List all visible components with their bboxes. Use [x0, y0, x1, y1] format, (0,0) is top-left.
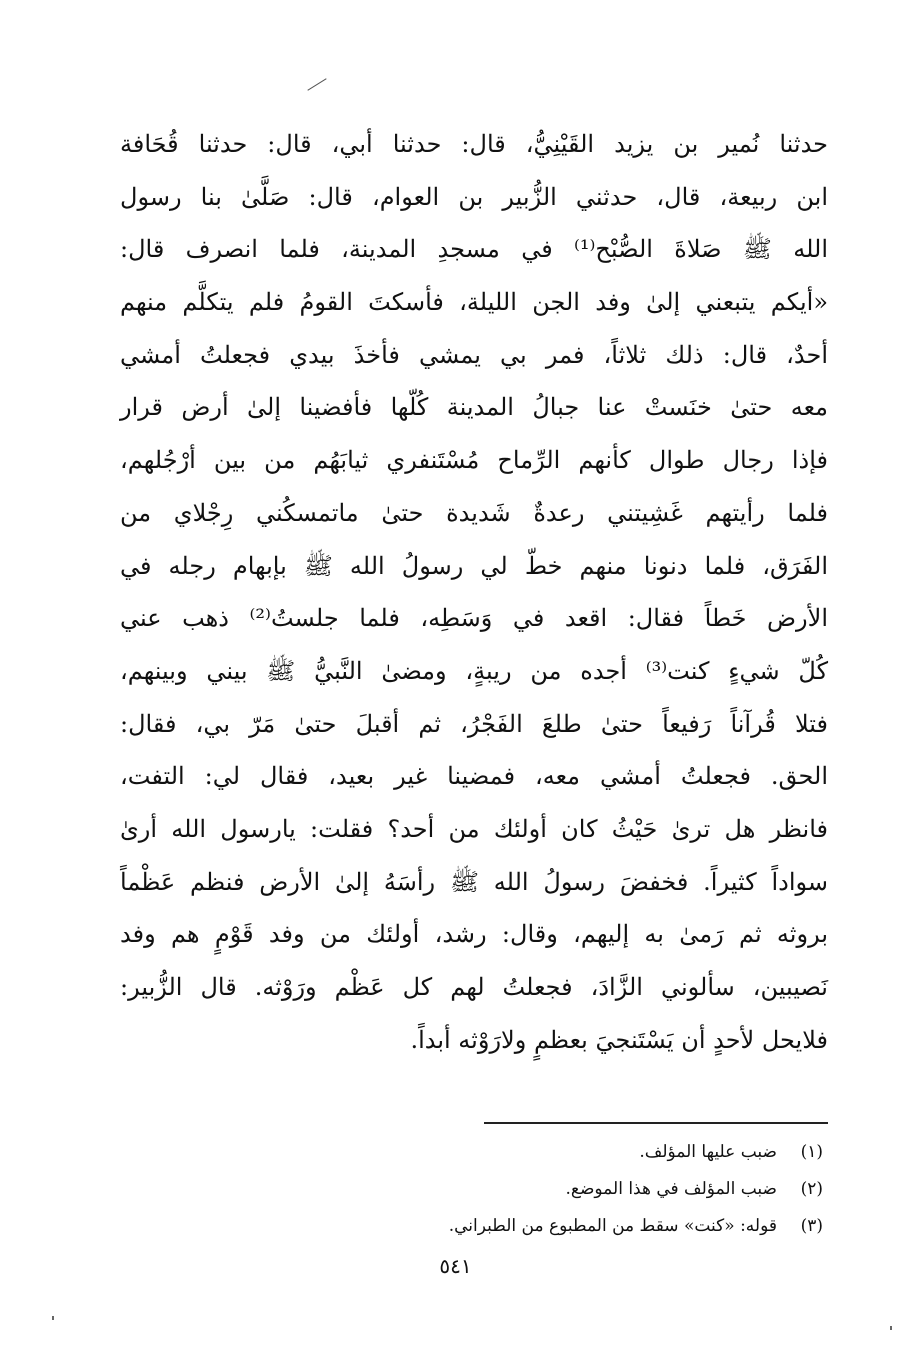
footnote — [123, 1134, 823, 1171]
text-line: ابن ربيعة، قال، حدثني الزُّبير بن العوام، قال: صَلَّىٰ بنا رسول — [120, 182, 828, 211]
text-line: فإذا رجال طوال كأنهم الرِّماح مُسْتَنفري ثيابَهُم من بين أرْجُلهم، — [120, 446, 828, 475]
text-line: سواداً كثيراً. فخفضَ رسولُ الله ﷺ رأسَهُ إلىٰ الأرض فنظم عَظْماً — [120, 867, 828, 896]
scan-speck — [890, 1326, 892, 1330]
page-number: ٥٤١ — [439, 1254, 472, 1278]
scan-speck — [52, 1316, 54, 1320]
footnote-number: (٣) — [800, 1216, 823, 1236]
text-line: أحدٌ، قال: ذلك ثلاثاً، فمر بي يمشي فأخذَ بيدي فجعلتُ أمشي — [120, 340, 828, 369]
footnote-text: قوله: «كنت» سقط من المطبوع من الطبراني. — [448, 1216, 777, 1236]
footnote-text: ضبب المؤلف في هذا الموضع. — [565, 1179, 777, 1199]
text-line: الفَرَق، فلما دنونا منهم خطّ لي رسولُ الله ﷺ بإبهام رجله في — [120, 551, 828, 580]
footnote-separator — [484, 1122, 828, 1124]
text-line: فانظر هل ترىٰ حَيْثُ كان أولئك من أحد؟ فقلت: يارسول الله أرىٰ — [120, 814, 828, 843]
pen-mark — [307, 78, 326, 91]
text-line: كُلّ شيءٍ كنت⁽³⁾ أجده من ريبةٍ، ومضىٰ النَّبيُّ ﷺ بيني وبينهم، — [120, 656, 828, 685]
text-line-last: فلايحل لأحدٍ أن يَسْتَنجيَ بعظمٍ ولارَوْثه أبداً. — [410, 1025, 828, 1054]
text-line: معه حتىٰ خنَستْ عنا جبالُ المدينة كُلّها فأفضينا إلىٰ أرض قرار — [120, 393, 828, 422]
footnote-number: (١) — [800, 1142, 823, 1162]
text-line: الحق. فجعلتُ أمشي معه، فمضينا غير بعيد، فقال لي: التفت، — [120, 762, 828, 791]
text-line: الله ﷺ صَلاةَ الصُّبْح⁽¹⁾ في مسجدِ المدينة، فلما انصرف قال: — [120, 235, 829, 264]
text-line: «أيكم يتبعني إلىٰ وفد الجن الليلة، فأسكتَ القومُ فلم يتكلَّم منهم — [120, 288, 828, 317]
text-line: فلما رأيتهم غَشِيتني رعدةٌ شَديدة حتىٰ ماتمسكُني رِجْلاي من — [120, 498, 828, 527]
text-line: نَصيبين، سألوني الزَّادَ، فجعلتُ لهم كل عَظْم ورَوْثه. قال الزُّبير: — [120, 973, 828, 1001]
footnotes — [123, 1134, 823, 1245]
footnote — [123, 1208, 823, 1245]
text-line: حدثنا نُمير بن يزيد القَيْنِيُّ، قال: حدثنا أبي، قال: حدثنا قُحَافة — [120, 130, 828, 158]
footnote-number: (٢) — [800, 1179, 823, 1199]
text-line: بروثه ثم رَمىٰ به إليهم، وقال: رشد، أولئك من وفد قَوْمٍ هم وفد — [120, 920, 828, 949]
text-line: فتلا قُرآناً رَفيعاً حتىٰ طلعَ الفَجْرُ، ثم أقبلَ حتىٰ مَرّ بي، فقال: — [120, 709, 828, 738]
main-text — [120, 118, 828, 1066]
footnote-text: ضبب عليها المؤلف. — [639, 1142, 777, 1162]
text-line: الأرض خَطاً فقال: اقعد في وَسَطِه، فلما جلستُ⁽²⁾ ذهب عني — [120, 604, 828, 633]
footnote — [123, 1171, 823, 1208]
